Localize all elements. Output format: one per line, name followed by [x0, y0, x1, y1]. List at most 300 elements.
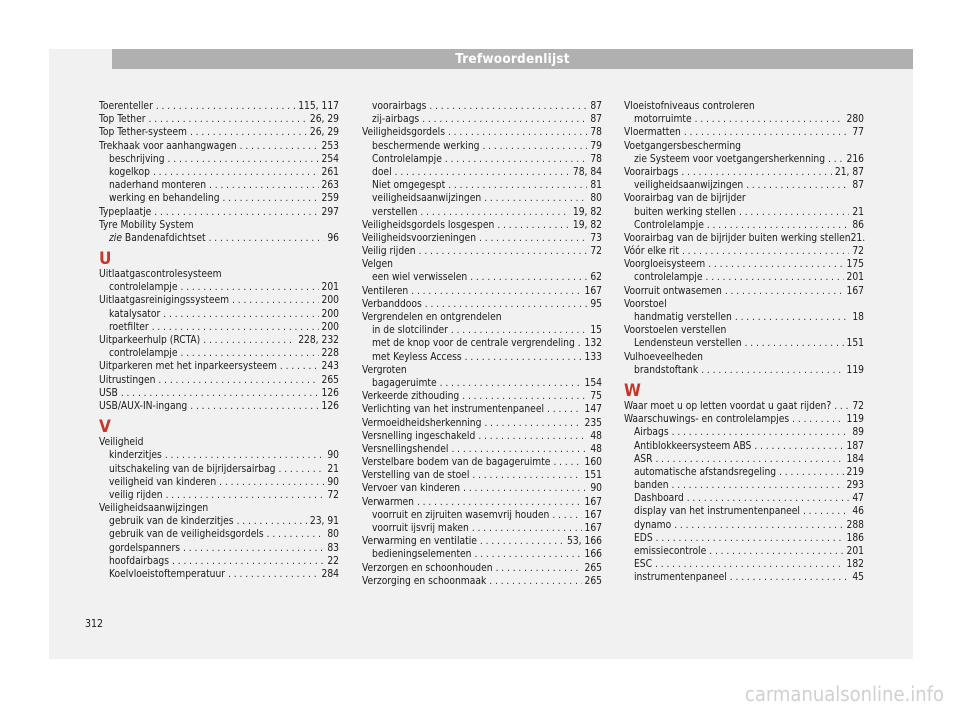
entry-term: USB/AUX-IN-ingang: [99, 400, 188, 412]
entry-term: met de knop voor de centrale vergrendeling: [372, 338, 575, 350]
page-reference[interactable]: 73: [590, 232, 602, 244]
index-entry[interactable]: [362, 219, 602, 232]
page-reference[interactable]: 19, 82: [572, 219, 602, 231]
leader-dots: [463, 482, 587, 495]
index-subentry[interactable]: [624, 311, 864, 324]
index-entry[interactable]: [99, 140, 339, 153]
leader-dots: [552, 509, 581, 522]
entry-term: Veiligheidsgordels: [362, 127, 445, 139]
leader-dots: [448, 126, 587, 139]
leader-dots: [451, 324, 587, 337]
index-entry[interactable]: [99, 334, 339, 347]
page-reference[interactable]: 216: [846, 153, 864, 165]
index-subentry[interactable]: [362, 377, 602, 390]
index-entry[interactable]: [624, 166, 864, 179]
entry-term: uitschakeling van de bijrijdersairbag: [109, 463, 276, 475]
entry-term: Veiligheidsgordels losgespen: [362, 219, 495, 231]
page-reference[interactable]: 151: [846, 338, 864, 350]
leader-dots: [152, 321, 319, 334]
leader-dots: [708, 258, 843, 271]
index-entry[interactable]: [362, 390, 602, 403]
index-entry[interactable]: [99, 502, 339, 515]
page-reference[interactable]: 259: [321, 193, 339, 205]
leader-dots: [684, 126, 850, 139]
page-reference[interactable]: 187: [846, 440, 864, 452]
index-entry[interactable]: [624, 324, 864, 337]
leader-dots: [190, 126, 307, 139]
index-entry[interactable]: [624, 245, 864, 258]
page-reference[interactable]: 132: [584, 338, 602, 350]
index-subentry[interactable]: [362, 179, 602, 192]
page-reference[interactable]: 175: [846, 259, 864, 271]
leader-dots: [149, 113, 307, 126]
index-subentry[interactable]: [624, 479, 864, 492]
entry-term: Veiligheidsvoorzieningen: [362, 232, 477, 244]
leader-dots: [419, 245, 588, 258]
page-reference[interactable]: 48: [590, 430, 602, 442]
entry-term: Vloeistofniveaus controleren: [624, 101, 755, 112]
page-reference[interactable]: 167: [584, 523, 602, 534]
page-reference[interactable]: 182: [846, 559, 864, 571]
leader-dots: [834, 400, 849, 413]
leader-dots: [705, 271, 843, 284]
page-number: 312: [85, 618, 104, 630]
index-entry[interactable]: [99, 387, 339, 400]
entry-term: ASR: [634, 453, 653, 465]
leader-dots: [479, 232, 587, 245]
leader-dots: [674, 519, 843, 532]
page-reference[interactable]: 18: [852, 312, 864, 323]
page-reference[interactable]: 147: [584, 404, 602, 416]
index-subentry[interactable]: [624, 153, 864, 166]
leader-dots: [154, 206, 318, 219]
page-reference[interactable]: 154: [584, 377, 602, 389]
index-subentry[interactable]: [624, 558, 864, 571]
index-subentry[interactable]: [99, 192, 339, 205]
leader-dots: [209, 179, 318, 192]
index-subentry[interactable]: [362, 337, 602, 350]
index-subentry[interactable]: [362, 113, 602, 126]
index-subentry[interactable]: [99, 281, 339, 294]
leader-dots: [280, 360, 319, 373]
leader-dots: [209, 232, 325, 245]
entry-term: Uitparkeerhulp (RCTA): [99, 335, 201, 346]
page-reference[interactable]: 126: [321, 400, 339, 412]
index-subentry[interactable]: [99, 153, 339, 166]
entry-term: met Keyless Access: [372, 351, 462, 363]
page-reference[interactable]: 80: [590, 193, 602, 205]
leader-dots: [735, 311, 849, 324]
entry-term: beschrijving: [109, 153, 165, 165]
page-reference[interactable]: 86: [852, 219, 864, 231]
index-subentry[interactable]: [362, 509, 602, 522]
page-reference[interactable]: 90: [590, 483, 602, 495]
entry-term: Vloermatten: [624, 127, 681, 139]
index-entry[interactable]: [362, 403, 602, 416]
index-entry[interactable]: [99, 100, 339, 113]
page-reference[interactable]: 201: [846, 546, 864, 557]
index-entry[interactable]: [362, 562, 602, 575]
entry-term: Verstelling van de stoel: [362, 470, 470, 482]
leader-dots: [682, 245, 849, 258]
index-subentry[interactable]: [99, 308, 339, 321]
index-entry[interactable]: [99, 360, 339, 373]
entry-term: instrumentenpaneel: [634, 572, 727, 584]
page-reference[interactable]: 47: [852, 493, 864, 505]
page-reference[interactable]: 87: [590, 114, 602, 126]
page-reference[interactable]: 288: [846, 519, 864, 531]
index-subentry[interactable]: [99, 347, 339, 360]
index-entry[interactable]: [362, 245, 602, 258]
index-entry[interactable]: [362, 417, 602, 430]
entry-term: Top Tether-systeem: [99, 127, 187, 139]
index-subentry[interactable]: [362, 140, 602, 153]
page-reference[interactable]: 280: [846, 114, 864, 126]
page-reference[interactable]: 243: [321, 361, 339, 373]
leader-dots: [279, 463, 325, 476]
entry-term: naderhand monteren: [109, 180, 207, 192]
page-reference[interactable]: 297: [321, 206, 339, 218]
entry-term: in de slotcilinder: [372, 325, 448, 337]
index-subentry[interactable]: [99, 476, 339, 489]
leader-dots: [656, 532, 844, 545]
index-entry[interactable]: [362, 232, 602, 245]
index-subentry[interactable]: [624, 453, 864, 466]
index-subentry[interactable]: [99, 321, 339, 334]
leader-dots: [223, 192, 319, 205]
index-subentry[interactable]: [99, 232, 339, 245]
index-entry[interactable]: [624, 285, 864, 298]
index-column-2: [362, 100, 602, 588]
index-entry[interactable]: [362, 535, 602, 548]
page-reference[interactable]: 90: [327, 476, 339, 488]
page-reference[interactable]: 77: [852, 127, 864, 139]
index-subentry[interactable]: [624, 519, 864, 532]
leader-dots: [687, 492, 850, 505]
index-subentry[interactable]: [99, 463, 339, 476]
index-entry[interactable]: [624, 351, 864, 364]
index-entry[interactable]: [99, 374, 339, 387]
index-entry[interactable]: [99, 126, 339, 139]
index-entry[interactable]: [624, 298, 864, 311]
entry-term: Veiligheid: [99, 437, 144, 449]
page-reference[interactable]: 45: [852, 572, 864, 584]
index-entry[interactable]: [362, 430, 602, 443]
index-subentry[interactable]: [624, 571, 864, 584]
leader-dots: [203, 334, 295, 347]
index-entry[interactable]: [99, 294, 339, 307]
index-entry[interactable]: [624, 140, 864, 153]
page-reference[interactable]: 200: [321, 295, 339, 307]
entry-term: Verwarmen: [362, 496, 414, 508]
index-subentry[interactable]: [624, 426, 864, 439]
index-entry[interactable]: [362, 469, 602, 482]
index-entry[interactable]: [99, 436, 339, 449]
entry-term: katalysator: [109, 308, 161, 320]
index-subentry[interactable]: [99, 515, 339, 528]
index-entry[interactable]: [99, 219, 339, 232]
page-reference[interactable]: 263: [321, 180, 339, 192]
entry-term: handmatig verstellen: [634, 312, 732, 323]
index-entry[interactable]: [624, 126, 864, 139]
leader-dots: [219, 476, 324, 489]
entry-term: Vergroten: [362, 364, 407, 376]
index-subentry[interactable]: [99, 568, 339, 581]
entry-term: zie Systeem voor voetgangersherkenning: [634, 153, 826, 165]
page-reference[interactable]: 83: [327, 542, 339, 554]
page-reference[interactable]: 81: [590, 180, 602, 192]
page-reference[interactable]: 26, 29: [309, 114, 339, 126]
leader-dots: [425, 298, 588, 311]
entry-term: Velgen: [362, 259, 393, 271]
page-reference[interactable]: 261: [321, 166, 339, 178]
page-reference[interactable]: 48: [590, 443, 602, 455]
leader-dots: [470, 271, 587, 284]
leader-dots: [828, 153, 843, 166]
index-column-3: [624, 100, 864, 585]
index-subentry[interactable]: [362, 192, 602, 205]
entry-term: Voetgangersbescherming: [624, 140, 741, 152]
index-entry[interactable]: [362, 311, 602, 324]
index-subentry[interactable]: [624, 113, 864, 126]
page-reference[interactable]: 62: [590, 272, 602, 284]
leader-dots: [451, 443, 587, 456]
index-subentry[interactable]: [99, 528, 339, 541]
entry-term: hoofdairbags: [109, 555, 170, 567]
leader-dots: [422, 113, 587, 126]
index-subentry[interactable]: [99, 542, 339, 555]
index-entry[interactable]: [99, 400, 339, 413]
index-entry[interactable]: [624, 232, 864, 245]
section-letter: V: [99, 417, 111, 438]
page-reference[interactable]: 26, 29: [309, 127, 339, 139]
index-subentry[interactable]: [362, 351, 602, 364]
index-entry[interactable]: [362, 575, 602, 588]
page-reference[interactable]: 167: [584, 509, 602, 521]
entry-term: EDS: [634, 532, 653, 544]
index-subentry[interactable]: [362, 548, 602, 561]
page-reference[interactable]: 119: [846, 414, 864, 426]
entry-term: Veiligheidsaanwijzingen: [99, 503, 209, 515]
index-subentry[interactable]: [624, 364, 864, 377]
page-reference[interactable]: 21: [852, 206, 864, 218]
index-subentry[interactable]: [624, 532, 864, 545]
index-subentry[interactable]: [99, 489, 339, 502]
index-entry[interactable]: [99, 206, 339, 219]
page-reference[interactable]: 167: [846, 285, 864, 297]
index-entry[interactable]: [624, 258, 864, 271]
index-subentry[interactable]: [624, 271, 864, 284]
index-subentry[interactable]: [624, 505, 864, 518]
entry-term: veilig rijden: [109, 489, 163, 501]
page-reference[interactable]: 75: [590, 391, 602, 403]
page-reference[interactable]: 115, 117: [298, 101, 339, 112]
index-subentry[interactable]: [99, 555, 339, 568]
page-reference[interactable]: 219: [846, 466, 864, 478]
page-reference[interactable]: 126: [321, 387, 339, 399]
index-entry[interactable]: [362, 443, 602, 456]
leader-dots: [739, 206, 849, 219]
entry-term: Vóór elke rit: [624, 246, 679, 258]
page-reference[interactable]: 96: [327, 232, 339, 244]
index-entry[interactable]: [99, 113, 339, 126]
index-column-1: [99, 100, 339, 581]
page-reference[interactable]: 80: [327, 529, 339, 541]
page-reference[interactable]: 21.: [850, 232, 866, 244]
page-reference[interactable]: 151: [584, 470, 602, 482]
page-reference[interactable]: 235: [584, 417, 602, 429]
page-reference[interactable]: 265: [584, 562, 602, 574]
index-subentry[interactable]: [624, 466, 864, 479]
index-entry[interactable]: [362, 482, 602, 495]
page-reference[interactable]: 78, 84: [572, 166, 602, 178]
page-reference[interactable]: 46: [852, 506, 864, 518]
index-entry[interactable]: [624, 413, 864, 426]
index-subentry[interactable]: [624, 337, 864, 350]
leader-dots: [420, 206, 569, 219]
page-reference[interactable]: 228, 232: [298, 335, 339, 346]
page-reference[interactable]: 90: [327, 450, 339, 462]
entry-term: kinderzitjes: [109, 450, 162, 462]
page-reference[interactable]: 166: [584, 549, 602, 561]
index-entry[interactable]: [362, 456, 602, 469]
index-entry[interactable]: [99, 268, 339, 281]
leader-dots: [165, 449, 325, 462]
page-reference[interactable]: 72: [327, 489, 339, 501]
page-reference[interactable]: 254: [321, 153, 339, 165]
page-reference[interactable]: 53, 166: [567, 536, 602, 548]
index-entry[interactable]: [624, 400, 864, 413]
page-reference[interactable]: 167: [584, 285, 602, 297]
page-reference[interactable]: 19, 82: [572, 206, 602, 218]
page-reference[interactable]: 15: [590, 325, 602, 337]
page-reference[interactable]: 21, 87: [834, 166, 864, 178]
page-reference[interactable]: 160: [584, 457, 602, 469]
entry-term: gordelspanners: [109, 542, 181, 554]
index-entry[interactable]: [362, 496, 602, 509]
page-reference[interactable]: 167: [584, 496, 602, 508]
entry-term: verstellen: [372, 206, 418, 218]
entry-term: Waar moet u op letten voordat u gaat rijden?: [624, 400, 832, 412]
page-reference[interactable]: 79: [590, 140, 602, 152]
index-subentry[interactable]: [624, 492, 864, 505]
index-subentry[interactable]: [624, 206, 864, 219]
page-reference[interactable]: 200: [321, 308, 339, 320]
entry-term: Veilig rijden: [362, 246, 416, 258]
index-subentry[interactable]: [99, 449, 339, 462]
leader-dots: [240, 140, 319, 153]
page-reference[interactable]: 87: [590, 101, 602, 112]
page-reference[interactable]: 72: [852, 246, 864, 258]
page-reference[interactable]: 265: [321, 374, 339, 386]
page-reference[interactable]: 21: [327, 463, 339, 475]
index-subentry[interactable]: [362, 166, 602, 179]
page-reference[interactable]: 22: [327, 555, 339, 567]
entry-term: bedieningselementen: [372, 549, 472, 561]
page-reference[interactable]: 293: [846, 480, 864, 492]
leader-dots: [121, 387, 319, 400]
entry-term: Typeplaatje: [99, 206, 152, 218]
page-reference[interactable]: 200: [321, 321, 339, 333]
index-subentry[interactable]: [99, 166, 339, 179]
entry-term: Vervoer van kinderen: [362, 483, 461, 495]
page-reference[interactable]: 72: [852, 400, 864, 412]
page-reference[interactable]: 78: [590, 153, 602, 165]
entry-term: controlelampje: [109, 348, 178, 360]
entry-term: brandstoftank: [634, 364, 699, 376]
index-subentry[interactable]: [624, 545, 864, 558]
page-reference[interactable]: 265: [584, 575, 602, 587]
entry-term: Uitlaatgasreinigingssysteem: [99, 295, 230, 307]
index-subentry[interactable]: [362, 271, 602, 284]
page-reference[interactable]: 119: [846, 364, 864, 376]
index-entry[interactable]: [362, 258, 602, 271]
leader-dots: [163, 308, 318, 321]
section-letter: W: [624, 380, 641, 401]
leader-dots: [472, 469, 581, 482]
index-subentry[interactable]: [362, 522, 602, 535]
index-entry[interactable]: [362, 298, 602, 311]
entry-term: Verlichting van het instrumentenpaneel: [362, 404, 545, 416]
index-subentry[interactable]: [624, 440, 864, 453]
page-reference[interactable]: 184: [846, 453, 864, 465]
leader-dots: [448, 179, 587, 192]
index-entry[interactable]: [624, 192, 864, 205]
page-reference[interactable]: 201: [321, 282, 339, 294]
page-reference[interactable]: 284: [321, 569, 339, 580]
page-reference[interactable]: 228: [321, 348, 339, 360]
page-reference[interactable]: 78: [590, 127, 602, 139]
leader-dots: [411, 285, 581, 298]
index-entry[interactable]: [624, 100, 864, 113]
entry-term: Toerenteller: [99, 101, 153, 112]
page-reference[interactable]: 89: [852, 427, 864, 439]
index-subentry[interactable]: [624, 179, 864, 192]
index-subentry[interactable]: [362, 206, 602, 219]
page-reference[interactable]: 253: [321, 140, 339, 152]
entry-term: Ventileren: [362, 285, 409, 297]
leader-dots: [655, 453, 843, 466]
leader-dots: [695, 113, 844, 126]
index-subentry[interactable]: [362, 324, 602, 337]
index-entry[interactable]: [362, 364, 602, 377]
index-subentry[interactable]: [99, 179, 339, 192]
page-reference[interactable]: 95: [590, 298, 602, 310]
entry-term: Vermoeidheidsherkenning: [362, 417, 482, 429]
page-title: Trefwoordenlijst: [455, 51, 570, 67]
page-reference[interactable]: 186: [846, 532, 864, 544]
page-reference[interactable]: 72: [590, 246, 602, 258]
leader-dots: [237, 515, 307, 528]
page-reference[interactable]: 23, 91: [309, 516, 339, 528]
index-entry[interactable]: [362, 285, 602, 298]
index-subentry[interactable]: [624, 219, 864, 232]
page-reference[interactable]: 87: [852, 180, 864, 192]
index-subentry[interactable]: [362, 153, 602, 166]
index-subentry[interactable]: [362, 100, 602, 113]
entry-term: Verzorging en schoonmaak: [362, 575, 487, 587]
index-entry[interactable]: [362, 126, 602, 139]
page-reference[interactable]: 133: [584, 351, 602, 363]
page-reference[interactable]: 201: [846, 272, 864, 284]
entry-term: veiligheidsaanwijzingen: [372, 193, 482, 205]
leader-dots: [547, 403, 581, 416]
entry-term: een wiel verwisselen: [372, 272, 468, 284]
leader-dots: [395, 166, 570, 179]
leader-dots: [701, 364, 843, 377]
leader-dots: [166, 489, 325, 502]
entry-term: banden: [634, 480, 669, 492]
